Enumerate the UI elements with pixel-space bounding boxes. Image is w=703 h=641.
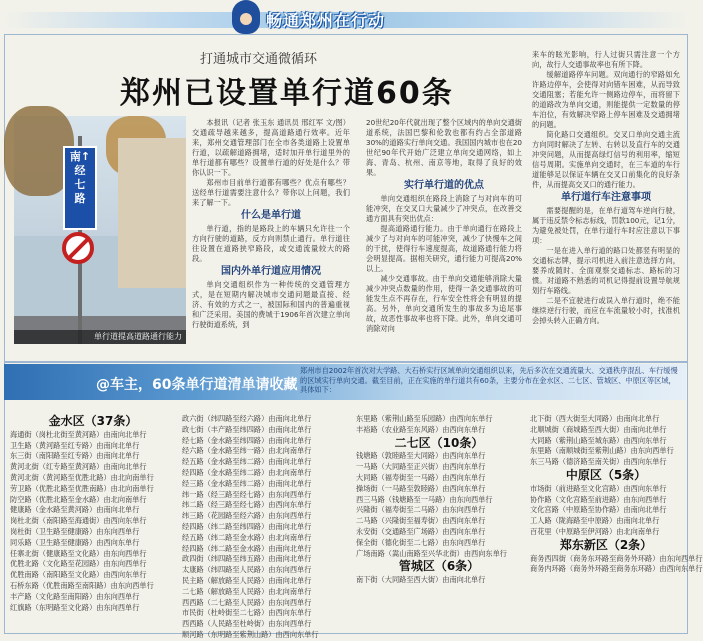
article-column-1	[192, 118, 350, 330]
street-list-item: 经七路（金水路至纬四路）由南向北单行	[182, 435, 312, 445]
street-list-item: 保全街（德化街至二七路）由东向西单行	[356, 537, 486, 547]
article-column-3	[532, 50, 680, 326]
street-list-item: 经四路（纬二路至纬四路）由南向北单行	[182, 521, 312, 531]
article-paragraph: 需要提醒的是，在单行道驾车逆向行驶，属于违反禁令标志标线，罚款100元，记1分，为避免被处罚，在单行道行车时应注意以下事项：	[532, 206, 680, 245]
street-list-item: 任寨北街（健康路至文化路）由东向西单行	[10, 548, 147, 558]
article-paragraph: 减少交通事故。由于单向交通能够消除大量减少冲突点数量的作用，使得一条交通事故的可能发生点不再存在，行车安全性将会有明显的提高。另外，单向交通所发生的事故多为追尾事故，故恶性事故率也将下降。此外，单向交通可消除对向	[366, 274, 522, 333]
article-paragraph: 来车的眩光影响，行人过街只需注意一个方向，故行人交通事故率也有所下降。	[532, 50, 680, 69]
no-entry-sign-icon	[62, 232, 94, 264]
street-list-item: 操场街（一马路至敦睦路）由西向东单行	[356, 483, 486, 493]
street-list-item: 兴隆街（福寿街至二马路）由东向西单行	[356, 505, 486, 515]
street-list-item: 市民街（杜岭街至二七路）由西向东单行	[182, 608, 312, 618]
district-jinshui	[10, 414, 176, 613]
district-heading: 二七区（10条）	[394, 435, 484, 450]
district-erqi	[356, 414, 522, 586]
district-guancheng-continued	[530, 414, 703, 575]
street-list-item: 岗杜北街（南阳路至海通街）由西向东单行	[10, 516, 147, 526]
street-list-item: 经四路（金水路至纬二路）由北向南单行	[182, 467, 312, 477]
article-paragraph: 单行道，指的是路段上的车辆只允许往一个方向行驶的道路，反方向则禁止通行。单行道往往设置在道路狭窄路段，或交通流量较大的路段。	[192, 224, 350, 263]
page-banner	[0, 0, 690, 36]
street-list-item: 西西路（二七路至人民路）由东向西单行	[182, 597, 312, 607]
article-paragraph: 简化路口交通组织。交叉口单向交通主流方向同时解决了左转、右转以及直行车的交通冲突问题，从而提高绿灯信号的利用率，缩短信号周期。实施单向交通时，在三车道的车行道能够足以保证车辆在交叉口前集化的良好条件，从而提高交叉口的通行能力。	[532, 130, 680, 189]
street-list-item: 石桥东路（优胜南路至南阳路）由东向西单行	[10, 580, 154, 590]
street-list-item: 一马路（大同路至正兴街）由西向东单行	[356, 462, 486, 472]
street-list-item: 卫生路（黄河路至红专路）由南向北单行	[10, 440, 140, 450]
article-column-2	[366, 118, 522, 334]
street-list-item: 海通街（岗杜北街至黄河路）由南向北单行	[10, 429, 147, 439]
subhead-what: 什么是单行道	[241, 210, 301, 221]
street-list-item: 南下街（大同路至西大街）由南向北单行	[356, 575, 486, 585]
photo-caption: 单行道提高道路通行能力	[14, 330, 186, 344]
street-list-item: 大同路（福寿街至一马路）由西向东单行	[356, 472, 486, 482]
street-list-item: 大同路（紫荆山路至城东路）由西向东单行	[530, 435, 667, 445]
listing-title: @车主，60条单行道清单请收藏	[96, 377, 298, 393]
street-list-item: 顺河路（东明路至紫荆山路）由西向东单行	[182, 629, 319, 639]
street-list-item: 政四街（纬四路至纬五路）由南向北单行	[182, 554, 312, 564]
article-paragraph: 缓解道路停车问题。双向通行的窄路如允许路边停车，会使得对向错车困难，从而导致交通阻塞；若能允许一侧路边停车，而将留下的道路改为单向交通，则能提供一定数量的停车泊位，有效解决窄路上停车困难及交通拥堵的问题。	[532, 70, 680, 129]
district-heading: 管城区（6条）	[398, 559, 480, 574]
article-kicker: 打通城市交通微循环	[200, 52, 318, 67]
street-list-item: 商务内环路（商务外环路至商务东环路）由西向东单行	[530, 564, 703, 574]
street-list-item: 商务西四街（商务东环路至商务外环路）由东向西单行	[530, 553, 703, 563]
street-list-item: 东里路（南顺城街至紫荆山路）由东向西单行	[530, 446, 674, 456]
article-paragraph: 二是不宜驶进行或误入单行道时，绝不能继续逆行行驶，而应在车流量较小时，找准机会掉头转入正确方向。	[532, 296, 680, 325]
street-list-item: 协作路（文化宫路至前进路）由东向西单行	[530, 494, 667, 504]
street-list-item: 纬一路（经三路至经七路）由东向西单行	[182, 489, 312, 499]
photo-building	[118, 138, 186, 288]
street-list-item: 纬三路（花园路至经六路）由东向西单行	[182, 511, 312, 521]
listing-lead: 郑州市自2002年首次对大学路、大石桥实行区域单向交通组织以来，先后多次在交通流量大、交通秩序混乱、车行缓慢的区域实行单向交通。截至目前，正在实施的单行道共有60条，主要分布在金水区、二七区、管城区、中原区等区域，具体如下：	[300, 366, 678, 394]
one-way-street-sign: 南↑ 经 七 路	[63, 146, 97, 230]
street-list-item: 东三马路（德济路至南关街）由西向东单行	[530, 457, 667, 467]
street-list-item: 健康路（金水路至黄河路）由南向北单行	[10, 505, 140, 515]
street-list-item: 西三马路（钱塘路至一马路）由东向西单行	[356, 494, 493, 504]
street-list-item: 经五路（金水路至纬二路）由南向北单行	[182, 457, 312, 467]
subhead-advantages: 实行单行道的优点	[404, 180, 484, 191]
street-list-item: 工人路（陇海路至中原路）由南向北单行	[530, 516, 660, 526]
article-headline: 郑州已设置单行道60条	[120, 76, 454, 111]
article-paragraph: 郑州市目前单行道都有哪些？优点有哪些？送经单行道需要注意什么？带你以上问题，我们来了解一下。	[192, 178, 350, 207]
street-list-item: 广场南路（嵩山南路至兴华北街）由西向东单行	[356, 548, 507, 558]
street-list-item: 太康路（纬四路至人民路）由东向西单行	[182, 565, 312, 575]
street-list-item: 政七街（丰产路至纬四路）由南向北单行	[182, 424, 312, 434]
subhead-foreign: 国内外单行道应用情况	[221, 266, 321, 277]
street-list-item: 北顺城街（商城路至西大街）由南向北单行	[530, 424, 667, 434]
article-paragraph: 单向交通组织作为一种传统的交通管理方式，是在短期内解决城市交通问题最直接、经济、有效的方式之一，被国际和国内的普遍重视和广泛采用。美国的费城于1906年首次建立单向行驶街道系统，到	[192, 280, 350, 329]
subhead-notice: 单行道行车注意事项	[561, 192, 651, 203]
street-photo	[14, 116, 186, 344]
district-heading: 金水区（37条）	[48, 414, 138, 428]
street-list-item: 经四路（纬二路至金水路）由南向北单行	[182, 543, 312, 553]
street-list-item: 防空路（优胜北路至金水路）由北向南单行	[10, 494, 147, 504]
street-list-item: 丰产路（文化路至南阳路）由东向西单行	[10, 591, 140, 601]
street-list-item: 经六路（金水路至纬一路）由北向南单行	[182, 446, 312, 456]
street-list-item: 二马路（兴隆街至福寿街）由西向东单行	[356, 516, 486, 526]
street-list-item: 文化宫路（中原路至协作路）由南向北单行	[530, 505, 667, 515]
article-paragraph: 一是在进入单行道的路口处都竖有明显的交通标志牌，提示司机进入前注意选择方向，要养成随时、全面观察交通标志、路标的习惯。对道路不熟悉的司机记得提前设置导航规划行车路线。	[532, 246, 680, 295]
street-list-item: 百花里（中原路至伊河路）由北向南单行	[530, 526, 660, 536]
street-list-item: 红旗路（东明路至文化路）由东向西单行	[10, 602, 140, 612]
street-list-item: 永安街（交通路至广场路）由西向东单行	[356, 526, 486, 536]
street-list-item: 黄河北街（红专路至黄河路）由南向北单行	[10, 462, 147, 472]
street-list-item: 二七路（解放路至人民路）由北向南单行	[182, 586, 312, 596]
street-list-item: 钱塘路（敦睦路至大同路）由西向东单行	[356, 451, 486, 461]
street-list-item: 北下街（西大街至大同路）由南向北单行	[530, 414, 660, 423]
article-lead: 本报讯（记者 张玉东 通讯员 邢红军 文/图）交通疏导越来越多，提高道路通行效率。近年来，郑州交通管理部门在全市各类道路上设置单行道，以疏解道路拥堵，适时加开单行道里外的单行道都有哪些？设置单行道的好处是什么？带你认识一下。	[192, 118, 350, 177]
street-list-item: 市场街（前进路至文化宫路）由西向东单行	[530, 483, 667, 493]
street-list-item: 岗杜街（卫生路至健康路）由东向西单行	[10, 526, 140, 536]
article-paragraph: 提高道路通行能力。由于单向通行在路段上减少了与对向车的可能冲突，减少了快慢车之间的干扰，使得行车速度提高，故道路通行能力将会明显提高。据相关研究，通行能力可提高20%以上。	[366, 224, 522, 273]
district-jinshui-continued	[182, 414, 348, 641]
article-paragraph: 单向交通组织在路段上消除了与对向车的可能冲突，在交叉口大量减少了冲突点，在改善交通方面具有突出优点：	[366, 194, 522, 223]
street-list-item: 优胜北路（文化路至花园路）由东向西单行	[10, 559, 147, 569]
street-list-item: 政六街（纬四路至经六路）由南向北单行	[182, 414, 312, 423]
street-list-item: 东里路（紫荆山路至乐园路）由西向东单行	[356, 414, 493, 423]
street-list-item: 同乐路（卫生路至健康路）由西向东单行	[10, 537, 140, 547]
street-list-item: 劳卫路（优胜北路至优胜南路）由北向南单行	[10, 483, 154, 493]
street-list-item: 丰裕路（农业路至东风路）由西向东单行	[356, 424, 486, 434]
article-paragraph: 20世纪20年代就出现了整个区域内的单向交通街道系统，法国巴黎和伦敦也都有约占全部道路30%的道路实行单向交通。我国国内城市也在20世纪90年代开始广泛建立单向交通网络，如上海、青岛、杭州、南京等地，取得了良好的效果。	[366, 118, 522, 177]
street-list-item: 黄河北街（黄河路至优胜北路）由北向南单行	[10, 472, 154, 482]
street-list-item: 西西路（人民路至杜岭街）由东向西单行	[182, 619, 312, 629]
street-list-item: 民主路（解放路至人民路）由南向北单行	[182, 575, 312, 585]
street-list-item: 经五路（纬二路至金水路）由北向南单行	[182, 532, 312, 542]
district-heading: 郑东新区（2条）	[559, 537, 653, 552]
street-list-item: 东三街（南阳路至红专路）由南向北单行	[10, 451, 140, 461]
banner-title: 畅通郑州在行动	[266, 11, 386, 30]
street-list-item: 纬二路（经三路至经七路）由西向东单行	[182, 500, 312, 510]
street-list-item: 优胜南路（南阳路至文化路）由西向东单行	[10, 570, 147, 580]
street-list-item: 经三路（金水路至纬二路）由南向北单行	[182, 478, 312, 488]
police-mascot-icon	[232, 0, 260, 34]
district-heading: 中原区（5条）	[565, 467, 647, 482]
